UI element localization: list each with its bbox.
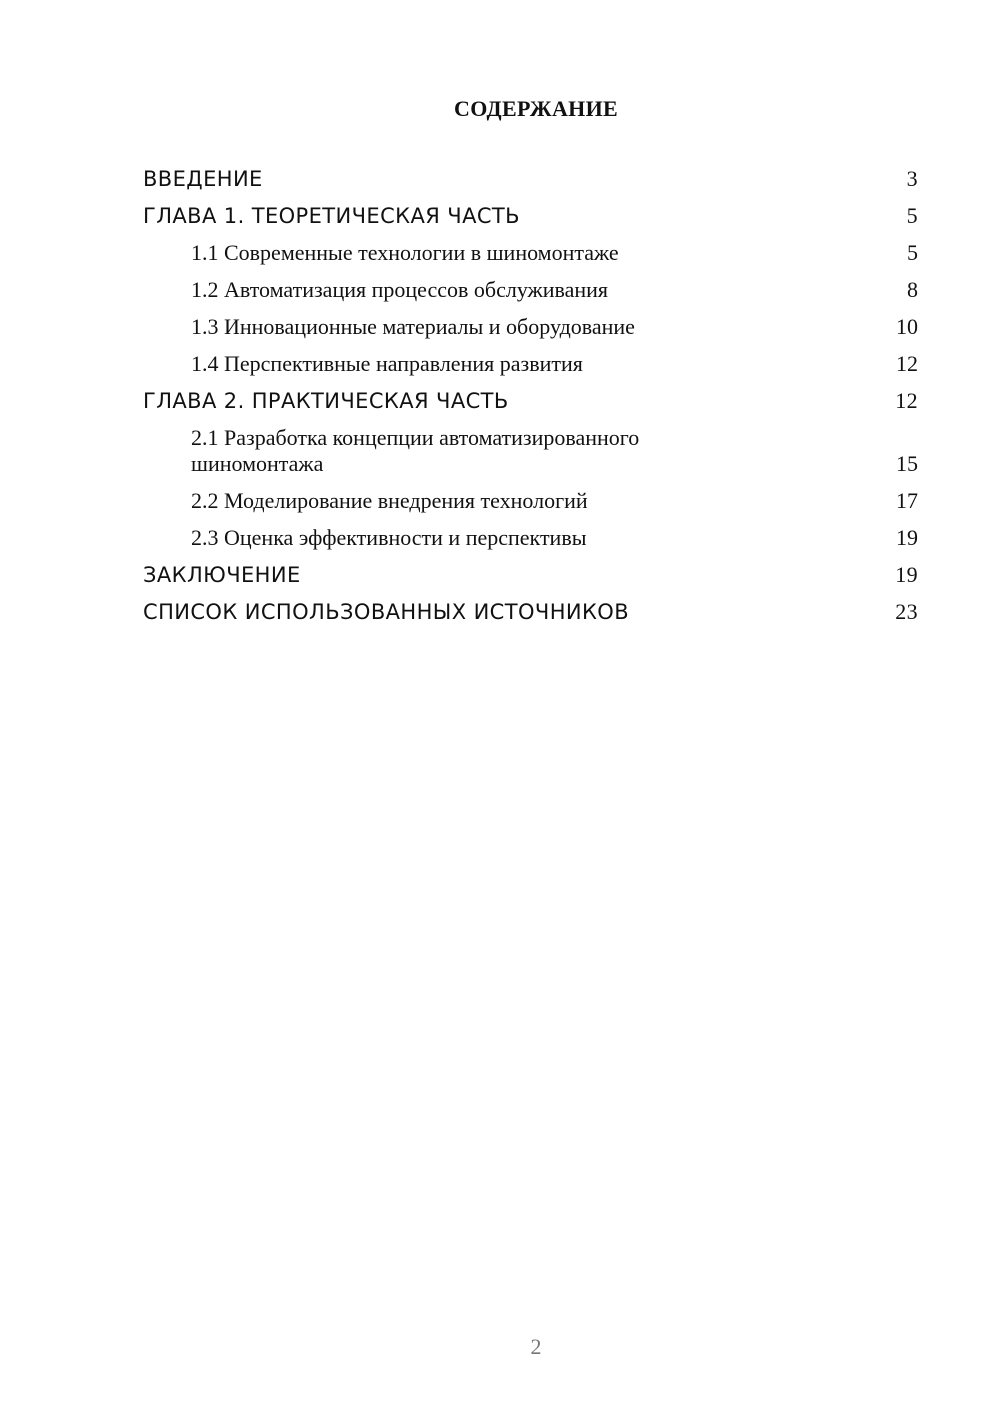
toc-entry-section-2-2[interactable] — [143, 488, 918, 514]
toc-entry-chapter-1[interactable] — [143, 203, 918, 229]
toc-entry-page: 8 — [907, 277, 918, 302]
toc-entry-page: 19 — [895, 562, 918, 587]
toc-entry-label: 1.3 Инновационные материалы и оборудование — [191, 314, 635, 339]
toc-entry-section-1-3[interactable] — [143, 314, 918, 340]
toc-entry-page: 19 — [896, 525, 918, 550]
toc-entry-label: 1.2 Автоматизация процессов обслуживания — [191, 277, 609, 302]
toc-entry-label: 1.4 Перспективные направления развития — [191, 351, 583, 376]
toc-entry-page: 5 — [907, 240, 918, 265]
toc-entry-label: 2.1 Разработка концепции автоматизированного шиномонтажа — [191, 425, 640, 476]
toc-entry-label: 2.3 Оценка эффективности и перспективы — [191, 525, 587, 550]
toc-entry-label: ГЛАВА 2. ПРАКТИЧЕСКАЯ ЧАСТЬ — [143, 389, 509, 413]
toc-entry-label: 2.2 Моделирование внедрения технологий — [191, 488, 588, 513]
toc-entry-label: ВВЕДЕНИЕ — [143, 167, 263, 191]
toc-entry-section-1-4[interactable] — [143, 351, 918, 377]
toc-entry-section-1-1[interactable] — [143, 240, 918, 266]
toc-entry-section-2-1[interactable] — [143, 425, 918, 477]
page-number: 2 — [530, 1334, 542, 1359]
toc-entry-chapter-2[interactable] — [143, 388, 918, 414]
toc-entry-page: 12 — [896, 351, 918, 376]
toc-entry-label: СПИСОК ИСПОЛЬЗОВАННЫХ ИСТОЧНИКОВ — [143, 600, 630, 624]
toc-entry-page: 15 — [896, 451, 918, 476]
toc-entry-label: 1.1 Современные технологии в шиномонтаже — [191, 240, 619, 265]
toc-entry-conclusion[interactable] — [143, 562, 918, 588]
toc-entry-label: ГЛАВА 1. ТЕОРЕТИЧЕСКАЯ ЧАСТЬ — [143, 204, 520, 228]
toc-title: СОДЕРЖАНИЕ — [454, 96, 618, 121]
toc-entry-label: ЗАКЛЮЧЕНИЕ — [143, 563, 301, 587]
table-of-contents — [143, 166, 918, 636]
toc-entry-introduction[interactable] — [143, 166, 918, 192]
toc-entry-page: 10 — [896, 314, 918, 339]
toc-entry-section-2-3[interactable] — [143, 525, 918, 551]
toc-entry-page: 23 — [895, 599, 918, 624]
toc-entry-page: 17 — [896, 488, 918, 513]
toc-entry-page: 12 — [895, 388, 918, 413]
toc-entry-references[interactable] — [143, 599, 918, 625]
toc-entry-section-1-2[interactable] — [143, 277, 918, 303]
toc-entry-page: 5 — [906, 203, 918, 228]
toc-entry-page: 3 — [906, 166, 918, 191]
